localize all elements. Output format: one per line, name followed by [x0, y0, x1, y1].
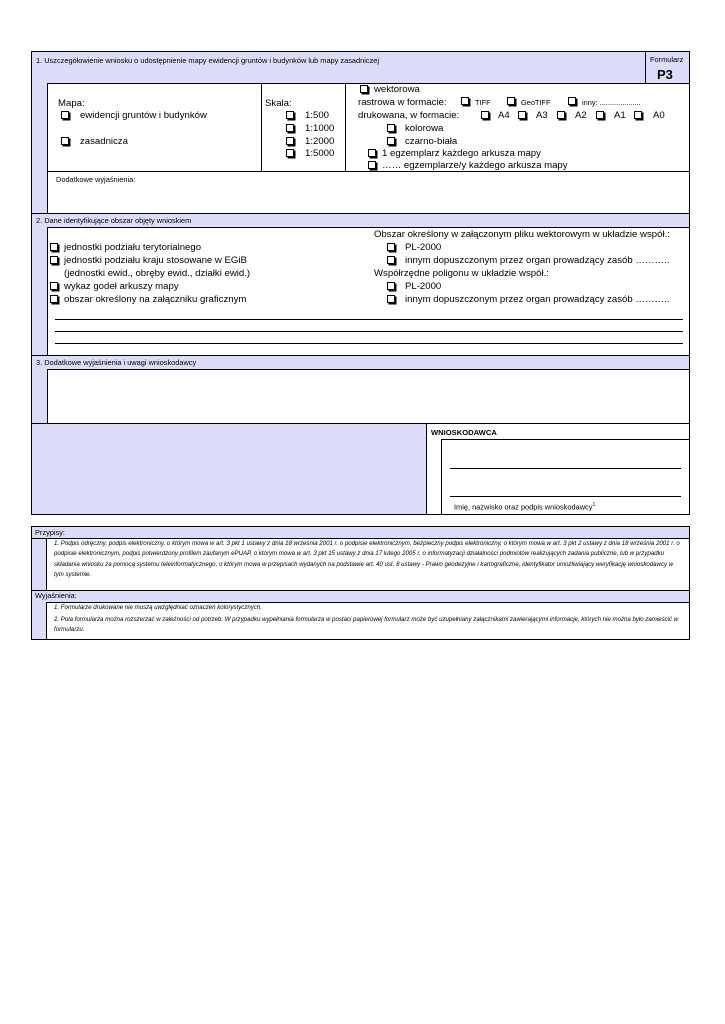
raster-tiff: TIFF — [475, 98, 491, 107]
raster-label: rastrowa w formacie: — [358, 97, 447, 108]
section3-header: 3. Dodatkowe wyjaśnienia i uwagi wnioskodawcy — [36, 358, 197, 367]
explanations-title-bar — [32, 590, 689, 603]
paper-a0-checkbox[interactable] — [634, 111, 642, 119]
copies-one: 1 egzemplarz każdego arkusza mapy — [382, 148, 541, 159]
scale-1000-checkbox[interactable] — [286, 124, 294, 132]
vector-pl2000: PL-2000 — [405, 242, 442, 253]
paper-a4: A4 — [498, 110, 510, 121]
vector-pl2000-checkbox[interactable] — [387, 243, 395, 251]
explanations-title: Wyjaśnienia: — [35, 591, 77, 600]
signature-line-1 — [450, 468, 681, 469]
map-label: Mapa: — [58, 98, 85, 109]
polygon-other-checkbox[interactable] — [387, 295, 395, 303]
raster-tiff-checkbox[interactable] — [461, 97, 469, 105]
section2-header: 2. Dane identyfikujące obszar objęty wnioskiem — [36, 216, 192, 225]
vector-other: innym dopuszczonym przez organ prowadzący zasób ……….. — [405, 255, 670, 266]
paper-a1-checkbox[interactable] — [596, 111, 604, 119]
copies-many-checkbox[interactable] — [368, 161, 376, 169]
sheet-list: wykaz godeł arkuszy mapy — [64, 281, 179, 292]
territorial-units: jednostki podziału terytorialnego — [64, 242, 202, 253]
signature-line-2 — [450, 496, 681, 497]
graphic-attachment-checkbox[interactable] — [50, 295, 58, 303]
raster-geotiff: GeoTIFF — [521, 98, 551, 107]
vector-checkbox[interactable] — [360, 85, 368, 93]
footnotes-title-bar — [32, 527, 689, 539]
paper-a3: A3 — [536, 110, 548, 121]
paper-a2-checkbox[interactable] — [557, 111, 565, 119]
explanation-2: 2. Pola formularza można rozszerzać w zależności od potrzeb. W przypadku wypełniania formularza w postaci papierowej formularz może być uzupełniany załącznikami zawierającymi informacje, których nie można było zamieścić w formularzu. — [54, 616, 679, 634]
polygon-pl2000-checkbox[interactable] — [387, 282, 395, 290]
raster-geotiff-checkbox[interactable] — [507, 97, 515, 105]
scale-500-checkbox[interactable] — [286, 111, 294, 119]
section2-line-3 — [55, 343, 683, 344]
color-option: kolorowa — [405, 123, 444, 134]
bw-option: czarno-biała — [405, 136, 458, 147]
form-label: Formularz — [650, 55, 684, 64]
footnote-mark: 1 — [592, 502, 596, 508]
sheet-list-checkbox[interactable] — [50, 282, 58, 290]
scale-500: 1:500 — [305, 110, 330, 121]
additional-label: Dodatkowe wyjaśnienia: — [56, 175, 136, 184]
footnotes-margin — [32, 539, 47, 590]
bw-checkbox[interactable] — [387, 137, 395, 145]
map-cell — [47, 83, 262, 172]
scale-5000: 1:5000 — [305, 148, 335, 159]
scale-1000: 1:1000 — [305, 123, 335, 134]
color-checkbox[interactable] — [387, 124, 395, 132]
additional-field[interactable] — [48, 186, 688, 213]
copies-one-checkbox[interactable] — [368, 149, 376, 157]
raster-other: inny: .................... — [582, 98, 641, 107]
paper-a1: A1 — [614, 110, 626, 121]
section2-line-2 — [55, 331, 683, 332]
graphic-attachment: obszar określony na załączniku graficznym — [64, 294, 247, 305]
printed-label: drukowana, w formacie: — [358, 110, 460, 121]
applicant-header: WNIOSKODAWCA — [431, 428, 497, 437]
paper-a2: A2 — [575, 110, 587, 121]
egib-units: jednostki podziału kraju stosowane w EGiB — [64, 255, 247, 266]
explanations-margin — [32, 602, 47, 639]
section3-field[interactable] — [47, 369, 690, 424]
territorial-units-checkbox[interactable] — [50, 243, 58, 251]
footnotes-title: Przypisy: — [35, 528, 65, 537]
scale-label: Skala: — [265, 98, 292, 109]
vector-label: wektorowa — [374, 84, 420, 95]
paper-a4-checkbox[interactable] — [481, 111, 489, 119]
polygon-pl2000: PL-2000 — [405, 281, 442, 292]
scale-2000-checkbox[interactable] — [286, 137, 294, 145]
signature-caption: Imię, nazwisko oraz podpis wnioskodawcy$^1$ — [454, 502, 596, 512]
footnote-1: 1. Podpis odręczny, podpis elektroniczny, o którym mowa w art. 3 pkt 1 ustawy z dnia 18 września 2001 r. o podpisie elektronicznym, bezpieczny podpis elektroniczny, o którym mowa w art. 3 pkt 2 ustawy z dnia 18 września 2001 r. o podpisie elektronicznym, podpis potwierdzony profilem zaufanym ePUAP, o którym mowa w art. 3 pkt 15 ustawy z dnia 17 lutego 2005 r. o informatyzacji działalności podmiotów realizujących zadania publiczne, lub w przypadku składania wniosku za pomocą systemu teleinformatycznego, o którym mowa w przepisach wydanych na podstawie art. 40 ust. 8 ustawy - Prawo geodezyjne i kartograficzne, identyfikator umożliwiający weryfikację wnioskodawcy w tym systemie. — [54, 540, 680, 579]
egib-units-checkbox[interactable] — [50, 256, 58, 264]
raster-other-checkbox[interactable] — [568, 97, 576, 105]
scale-2000: 1:2000 — [305, 136, 335, 147]
egib-units-note: (jednostki ewid., obręby ewid., działki ewid.) — [64, 268, 251, 279]
scale-5000-checkbox[interactable] — [286, 149, 294, 157]
vector-area-label: Obszar określony w załączonym pliku wektorowym w układzie współ.: — [374, 229, 670, 240]
paper-a3-checkbox[interactable] — [518, 111, 526, 119]
section2-line-1 — [55, 319, 683, 320]
copies-many: …… egzemplarze/y każdego arkusza mapy — [382, 160, 568, 171]
paper-a0: A0 — [653, 110, 665, 121]
map-option-basic: zasadnicza — [80, 136, 128, 147]
polygon-label: Współrzędne poligonu w układzie współ.: — [374, 268, 549, 279]
map-option-egib: ewidencji gruntów i budynków — [80, 110, 207, 121]
polygon-other: innym dopuszczonym przez organ prowadzący zasób ……….. — [405, 294, 670, 305]
vector-other-checkbox[interactable] — [387, 256, 395, 264]
explanation-1: 1. Formularze drukowane nie muszą uwzględniać oznaczeń kolorystycznych. — [54, 604, 262, 611]
section1-header: 1. Uszczegółowienie wniosku o udostępnienie mapy ewidencji gruntów i budynków lub mapy zasadniczej — [36, 56, 380, 65]
form-code: P3 — [657, 67, 673, 82]
map-option-basic-checkbox[interactable] — [61, 137, 69, 145]
map-option-egib-checkbox[interactable] — [61, 111, 69, 119]
